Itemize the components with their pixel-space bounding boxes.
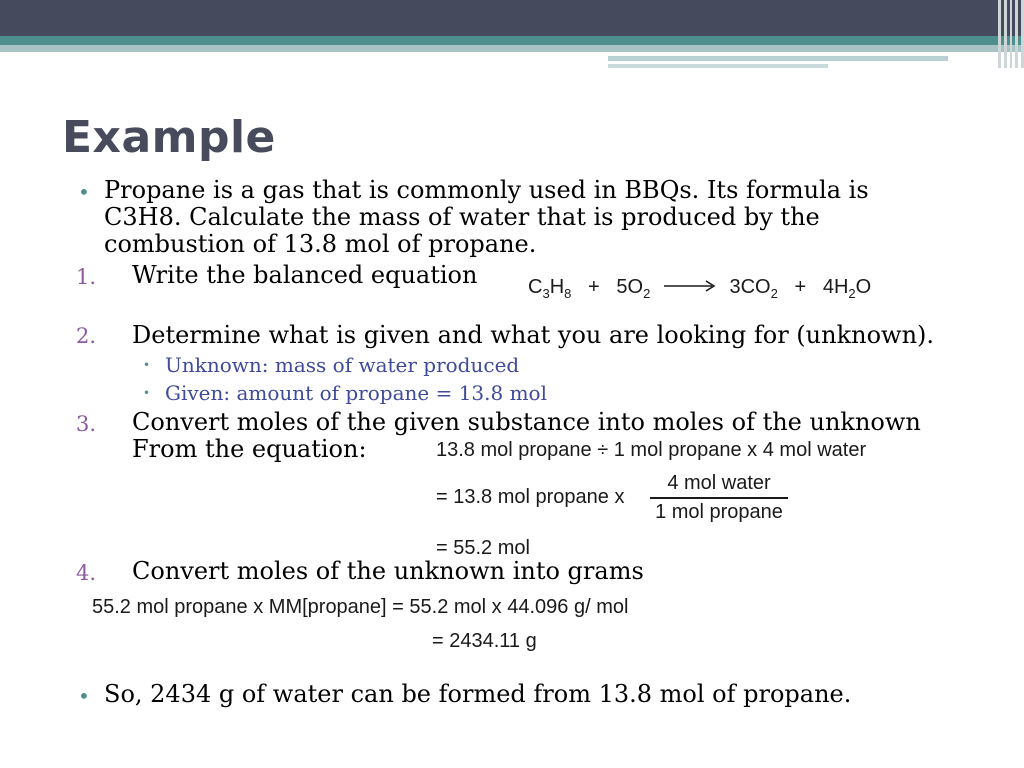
intro-line-3: combustion of 13.8 mol of propane.: [104, 230, 537, 258]
calc-step3-result: = 55.2 mol: [436, 537, 530, 559]
step-3-line-1: Convert moles of the given substance into moles of the unknown: [132, 408, 921, 436]
header-light-bar: [0, 45, 1024, 52]
conclusion-text: So, 2434 g of water can be formed from 13.8 mol of propane.: [104, 680, 852, 708]
sub-bullet-icon: •: [143, 358, 151, 372]
fraction-bar: [650, 497, 788, 499]
calc-step4-line-1: 55.2 mol propane x MM[propane] = 55.2 mol x 44.096 g/ mol: [92, 596, 629, 618]
sub-bullet-icon: •: [143, 386, 151, 400]
step-4-text: Convert moles of the unknown into grams: [132, 557, 644, 585]
header-dark-bar: [0, 0, 1024, 36]
reaction-arrow-icon: [662, 276, 718, 299]
fraction-numerator: 4 mol water: [667, 472, 771, 494]
bullet-dot-icon: •: [78, 684, 90, 708]
mole-ratio-fraction: [650, 472, 788, 524]
bullet-dot-icon: •: [78, 180, 90, 204]
intro-line-1: Propane is a gas that is commonly used in BBQs. Its formula is: [104, 176, 869, 204]
header-vertical-stripes: [998, 0, 1024, 68]
fraction-denominator: 1 mol propane: [655, 500, 783, 523]
step-1-text: Write the balanced equation: [132, 261, 478, 289]
header-accent-bar-short: [608, 64, 828, 68]
step-2-text: Determine what is given and what you are looking for (unknown).: [132, 321, 935, 349]
calc-step3-line-2: = 13.8 mol propane x: [436, 486, 625, 508]
step-4-number: 4.: [76, 561, 97, 585]
given-item: Given: amount of propane = 13.8 mol: [165, 381, 547, 405]
header-accent-bar: [608, 56, 948, 61]
intro-line-2: C3H8. Calculate the mass of water that is produced by the: [104, 203, 820, 231]
unknown-item: Unknown: mass of water produced: [165, 353, 520, 377]
step-3-number: 3.: [76, 412, 97, 436]
step-3-line-2: From the equation:: [132, 435, 367, 463]
calc-step4-result: = 2434.11 g: [432, 630, 537, 652]
balanced-equation: $C_3H_8$ + $5O_2$ $3CO_2$ + $4H_2O$: [528, 276, 872, 301]
step-1-number: 1.: [76, 265, 97, 289]
header-teal-bar: [0, 36, 1024, 45]
slide-title: Example: [62, 112, 276, 163]
calc-step3-line-1: 13.8 mol propane ÷ 1 mol propane x 4 mol water: [436, 439, 867, 461]
step-2-number: 2.: [76, 324, 97, 348]
